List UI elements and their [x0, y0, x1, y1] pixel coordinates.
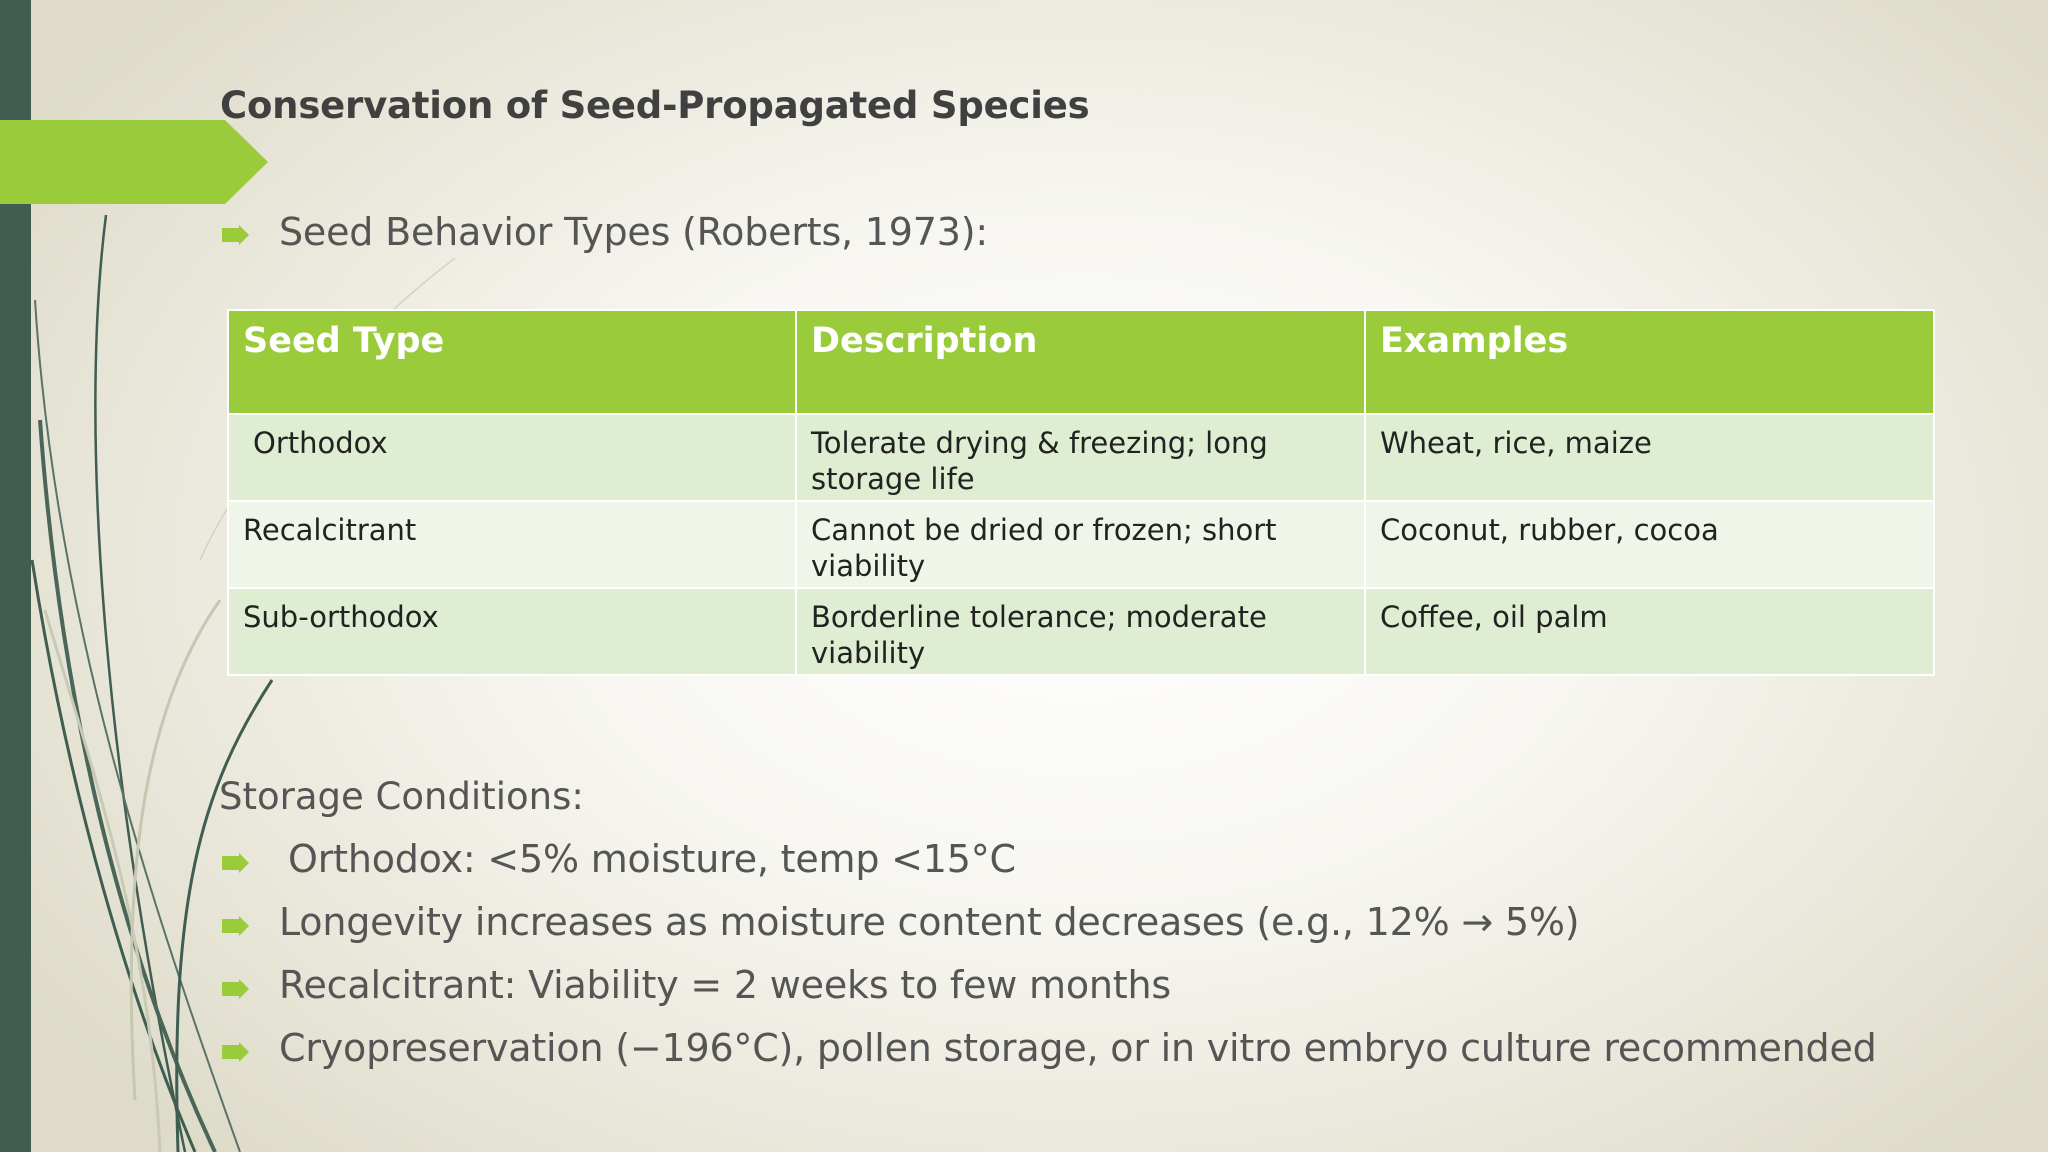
header-seed-type: Seed Type: [228, 310, 796, 414]
header-examples: Examples: [1365, 310, 1934, 414]
cell-text: Orthodox: [253, 426, 388, 460]
cell-seed-type: [228, 414, 796, 501]
arrow-bullet-icon: [222, 225, 249, 245]
storage-heading: Storage Conditions:: [219, 775, 584, 818]
list-item: [222, 837, 1962, 887]
list-item: [222, 963, 1962, 1013]
cell-description: Cannot be dried or frozen; short viability: [796, 501, 1365, 588]
arrow-bullet-icon: [222, 916, 249, 936]
cell-examples: Wheat, rice, maize: [1365, 414, 1934, 501]
arrow-bullet-icon: [222, 853, 249, 873]
table-row: [228, 414, 1934, 501]
list-item-text: Orthodox: <5% moisture, temp <15°C: [288, 837, 1016, 881]
header-description: Description: [796, 310, 1365, 414]
slide-title: Conservation of Seed-Propagated Species: [220, 84, 1090, 127]
cell-seed-type: Sub-orthodox: [228, 588, 796, 675]
arrow-bullet-icon: [222, 1042, 249, 1062]
title-arrow-banner: [0, 120, 268, 204]
list-item-text: Cryopreservation (−196°C), pollen storage, or in vitro embryo culture recommended: [279, 1026, 1877, 1070]
list-item-text: Longevity increases as moisture content decreases (e.g., 12% → 5%): [279, 900, 1580, 944]
list-item: [222, 1026, 1962, 1076]
table-row: [228, 588, 1934, 675]
cell-examples: Coffee, oil palm: [1365, 588, 1934, 675]
list-item: [222, 900, 1962, 950]
table-header-row: [228, 310, 1934, 414]
cell-examples: Coconut, rubber, cocoa: [1365, 501, 1934, 588]
cell-seed-type: Recalcitrant: [228, 501, 796, 588]
list-item-text: Recalcitrant: Viability = 2 weeks to few months: [279, 963, 1171, 1007]
seed-behavior-table: [227, 309, 1935, 676]
cell-description: Tolerate drying & freezing; long storage life: [796, 414, 1365, 501]
arrow-bullet-icon: [222, 979, 249, 999]
cell-description: Borderline tolerance; moderate viability: [796, 588, 1365, 675]
intro-bullet-text: Seed Behavior Types (Roberts, 1973):: [279, 210, 988, 254]
table-row: [228, 501, 1934, 588]
